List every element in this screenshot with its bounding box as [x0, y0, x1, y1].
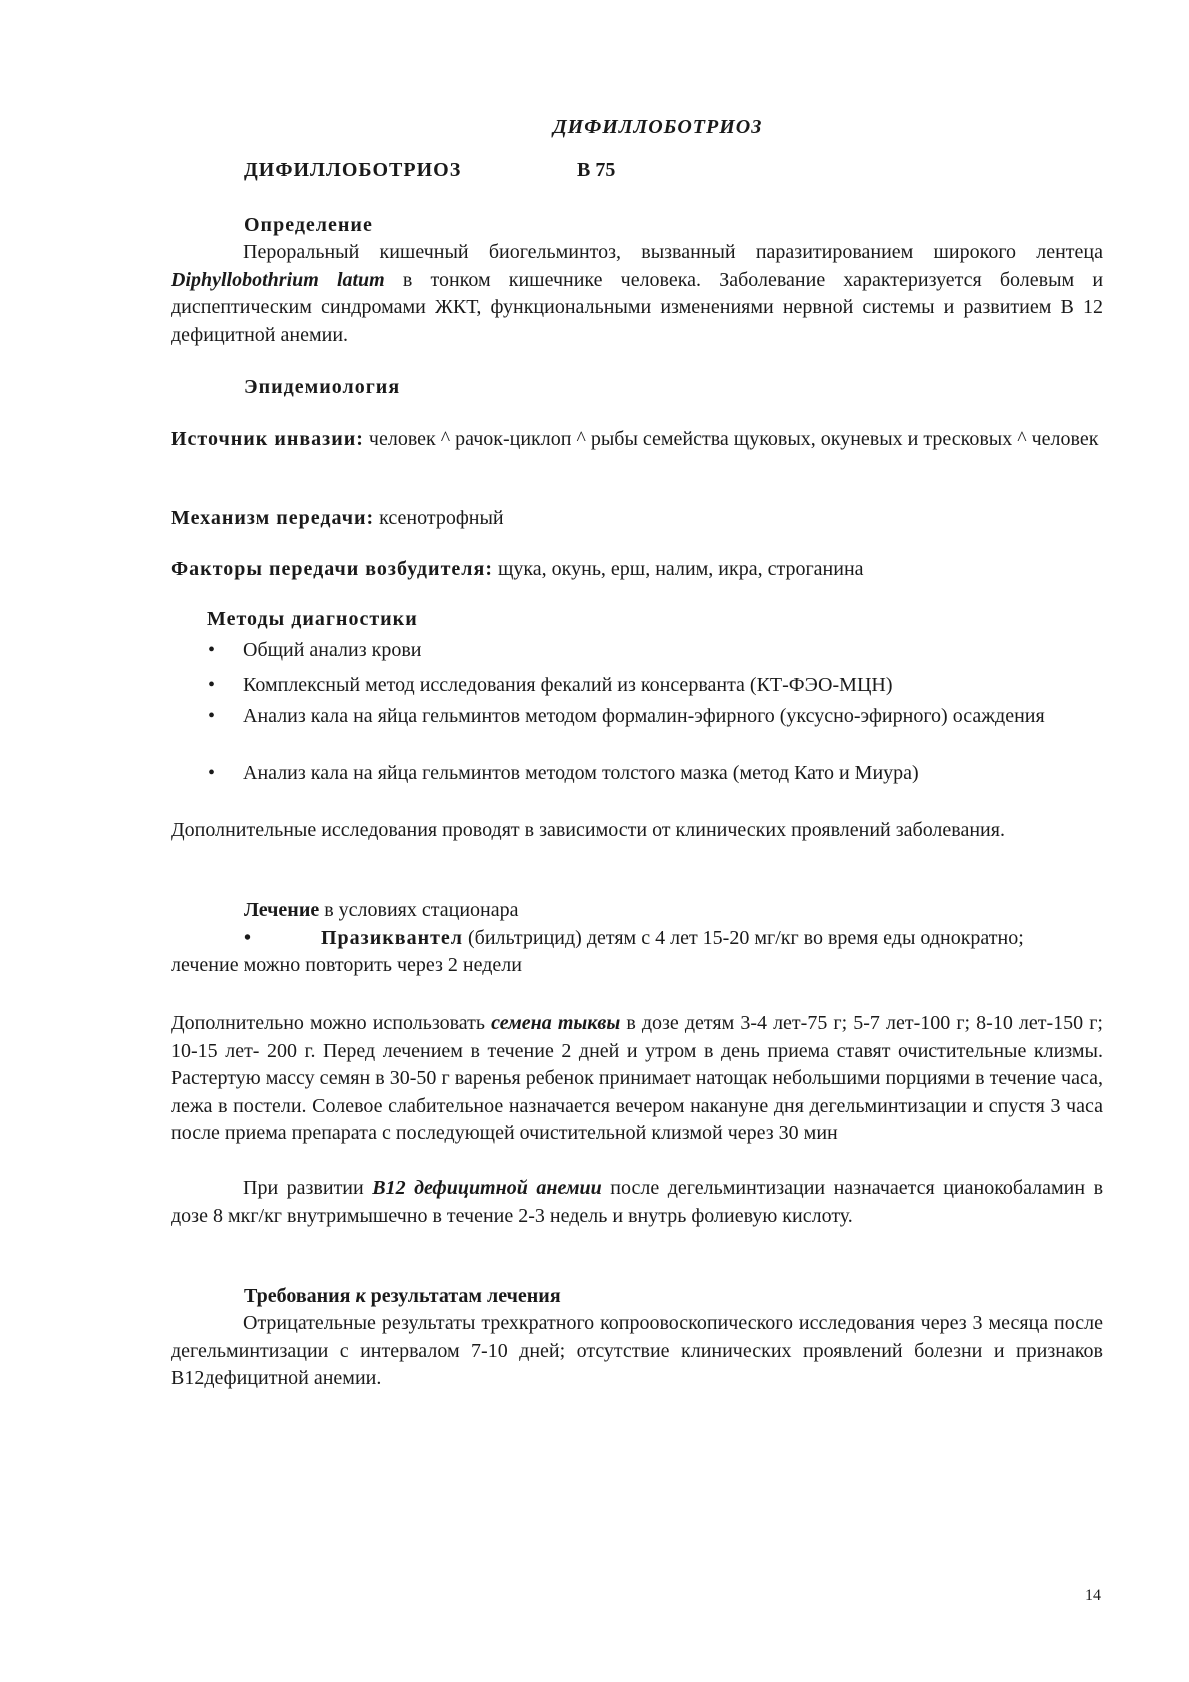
disease-title: ДИФИЛЛОБОТРИОЗ: [244, 159, 462, 181]
additional-studies: Дополнительные исследования проводят в зависимости от клинических проявлений заболевания.: [171, 819, 1005, 841]
requirements-heading-b: результатам лечения: [370, 1285, 561, 1307]
latin-name: Diphyllobothrium latum: [171, 268, 385, 291]
requirements-heading: [244, 1285, 561, 1308]
factors-label: Факторы передачи возбудителя:: [171, 558, 493, 580]
pumpkin-seeds-paragraph: [171, 1010, 1103, 1148]
bullet-mark: •: [208, 705, 216, 727]
source-text: человек ^ рачок-циклоп ^ рыбы семейства щуковых, окуневых и тресковых ^ человек: [368, 428, 1099, 450]
running-title: ДИФИЛЛОБОТРИОЗ: [553, 116, 763, 138]
drug-name: Празиквантел: [321, 927, 464, 949]
treatment-heading-line: [244, 899, 518, 922]
bullet-mark: •: [208, 674, 216, 696]
anemia-term: В12 дефицитной анемии: [372, 1177, 602, 1199]
mechanism-label: Механизм передачи:: [171, 507, 375, 529]
page-number: 14: [1085, 1587, 1101, 1604]
anemia-paragraph: [171, 1175, 1103, 1230]
bullet-mark: •: [208, 639, 216, 661]
definition-text-b: в тонком кишечнике человека. Заболевание характеризуется болевым и диспептическим синдромами ЖКТ, функциональными изменениями нервной системы и развитием В 12 дефицитной анемии.: [171, 268, 1104, 346]
mechanism-line: [171, 507, 504, 530]
epidemiology-heading: Эпидемиология: [244, 376, 401, 398]
factors-line: [171, 558, 864, 581]
drug-repeat: лечение можно повторить через 2 недели: [171, 954, 522, 976]
list-item: Комплексный метод исследования фекалий из консерванта (КТ-ФЭО-МЦН): [243, 674, 893, 696]
treatment-heading-rest: в условиях стационара: [324, 899, 519, 921]
diagnostics-heading: Методы диагностики: [207, 608, 418, 630]
list-item: Общий анализ крови: [243, 639, 422, 661]
anemia-text-a: При развитии: [243, 1177, 364, 1199]
list-item: Анализ кала на яйца гельминтов методом толстого мазка (метод Като и Миура): [243, 762, 919, 784]
list-item: Анализ кала на яйца гельминтов методом формалин-эфирного (уксусно-эфирного) осаждения: [243, 705, 1045, 727]
definition-paragraph: [171, 239, 1103, 349]
bullet-mark: •: [208, 762, 216, 784]
pumpkin-seeds: семена тыквы: [491, 1012, 621, 1034]
icd-code: В 75: [577, 159, 616, 181]
treatment-heading: Лечение: [244, 899, 320, 921]
source-label: Источник инвазии:: [171, 428, 364, 450]
drug-line: [321, 927, 1024, 950]
factors-text: щука, окунь, ерш, налим, икра, строганина: [497, 558, 864, 580]
definition-heading: Определение: [244, 214, 373, 236]
anemia-text-b: после дегельминтизации назначается цианокобаламин в дозе 8 мкг/кг внутримышечно в течение 2-3 недель и внутрь фолиевую кислоту.: [171, 1177, 1104, 1227]
mechanism-text: ксенотрофный: [379, 507, 504, 529]
source-paragraph: [171, 426, 1103, 454]
requirements-heading-k: к: [355, 1285, 366, 1307]
bullet-mark: •: [244, 927, 252, 949]
requirements-paragraph: Отрицательные результаты трехкратного копроовоскопического исследования через 3 месяца после дегельминтизации с интервалом 7-10 дней; отсутствие клинических проявлений болезни и признаков В12дефицитной анемии.: [171, 1312, 1103, 1389]
requirements-heading-a: Требования: [244, 1285, 351, 1307]
extra-text-b: в дозе детям 3-4 лет-75 г; 5-7 лет-100 г; 8-10 лет-150 г; 10-15 лет- 200 г. Перед лечением в течение 2 дней и утром в день приема ставят очистительные клизмы. Растертую массу семян в 30-50 г варенья ребенок принимает натощак небольшими порциями в течение часа, лежа в постели. Солевое слабительное назначается вечером накануне дня дегельминтизации и спустя 3 часа после приема препарата с последующей очистительной клизмой через 30 мин: [171, 1012, 1103, 1144]
definition-text-a: Пероральный кишечный биогельминтоз, вызванный паразитированием широкого лентеца: [243, 241, 1103, 263]
drug-dosage: (бильтрицид) детям с 4 лет 15-20 мг/кг во время еды однократно;: [468, 927, 1024, 949]
extra-text-a: Дополнительно можно использовать: [171, 1012, 486, 1034]
